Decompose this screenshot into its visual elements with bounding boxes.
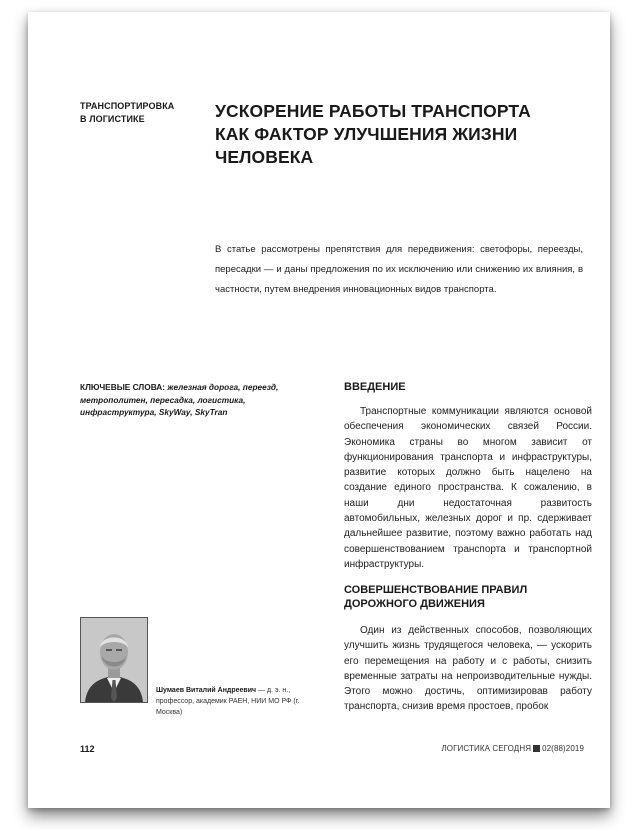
square-separator-icon [533,745,540,752]
author-name: Шумаев Виталий Андреевич [156,687,257,694]
author-portrait-image [81,618,147,702]
title-line-2: КАК ФАКТОР УЛУЧШЕНИЯ ЖИЗНИ ЧЕЛОВЕКА [215,124,518,167]
journal-footer [441,744,584,753]
article-abstract: В статье рассмотрены препятствия для передвижения: светофоры, переезды, пересадки — и даны предложения по их исключению или снижению их влияния, в частности, путем внедрения инновационных видов транспорта. [215,244,583,295]
journal-issue: 02(88)2019 [542,744,584,753]
author-photo [80,617,148,703]
keywords-block [80,381,315,419]
keywords-label: КЛЮЧЕВЫЕ СЛОВА: [80,382,166,392]
section-heading-introduction: ВВЕДЕНИЕ [344,381,406,393]
section-heading-traffic-rules: СОВЕРШЕНСТВОВАНИЕ ПРАВИЛ ДОРОЖНОГО ДВИЖЕНИЯ [344,584,528,610]
page-number: 112 [80,744,95,754]
section-rubric [80,100,190,126]
rubric-line-1: ТРАНСПОРТИРОВКА [80,101,175,111]
title-line-1: УСКОРЕНИЕ РАБОТЫ ТРАНСПОРТА [215,101,531,121]
journal-name: ЛОГИСТИКА СЕГОДНЯ [441,744,532,753]
author-details: — д. э. н., профессор, академик РАЕН, НИИ МО РФ (г. Москва) [156,687,300,716]
author-caption [156,685,321,718]
article-title [215,100,605,169]
section-text-introduction: Транспортные коммуникации являются основой обеспечения экономических связей России. Экономика страны во многом зависит от функционирования транспорта и инфраструктуры, развитие которых должно быть нацелено на создание единого пространства. К сожалению, в наши дни недостаточная развитость автомобильных, железных дорог и пр. сдерживает дальнейшее развитие, поэтому важно работать над совершенствованием транспорта и транспортной инфраструктуры. [344,406,592,570]
journal-page [28,12,610,808]
section-text-traffic-rules: Один из действенных способов, позволяющих улучшить жизнь трудящегося человека, — ускорить его перемещения на работу и с работы, снизить временные затраты на непроизводительные нужды. Этого можно достичь, оптимизировав работу транспорта, снизив время простоев, пробок [344,625,592,713]
rubric-line-2: В ЛОГИСТИКЕ [80,114,145,124]
keywords-text: железная дорога, переезд, метрополитен, пересадка, логистика, инфраструктура, SkyWay, SkyTran [80,382,279,417]
